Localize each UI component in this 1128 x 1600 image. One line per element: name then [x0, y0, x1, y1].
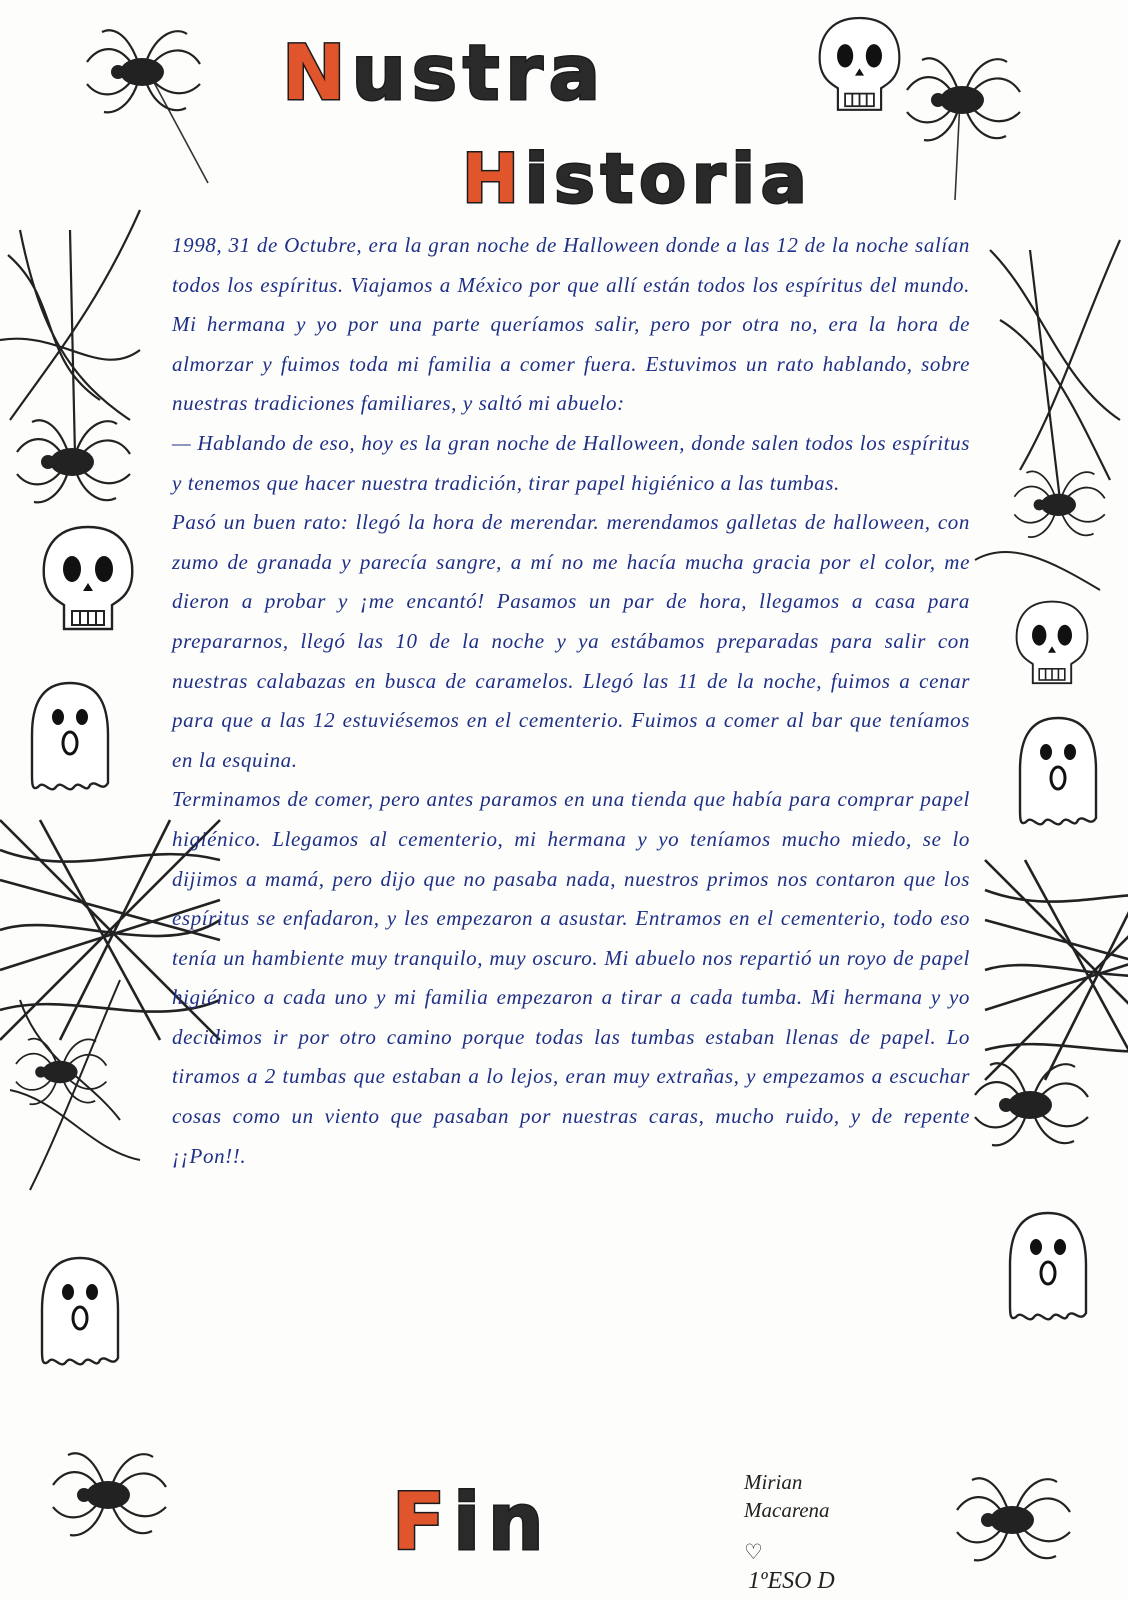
ghost-icon — [32, 683, 108, 789]
ghost-icon — [1010, 1213, 1086, 1319]
title-initial: N — [282, 28, 352, 117]
story-paragraph: Pasó un buen rato: llegó la hora de merendar. merendamos galletas de halloween, con zumo de granada y parecía sangre, a mí no me hacía mucha gracia por el color, me dieron a probar y ¡me encantó! Pasamos un par de hora, llegamos a casa para prepararnos, llegó las 10 de la noche y ya estábamos preparadas para salir con nuestras calabazas en busca de caramelos. Llegó las 11 de la noche, fuimos a cenar para que a las 12 estuviésemos en el cementerio. Fuimos a comer al bar que teníamos en la esquina. — [172, 510, 970, 772]
skull-icon — [44, 527, 132, 629]
spider-icon — [53, 1453, 166, 1535]
spider-web-icon — [990, 240, 1120, 500]
spider-icon — [1014, 471, 1104, 537]
ending-word: in — [453, 1478, 552, 1568]
ghost-icon — [1020, 718, 1096, 824]
ghost-icon — [42, 1258, 118, 1364]
story-paragraph: Terminamos de comer, pero antes paramos en una tienda que había para comprar papel higiénico. Llegamos al cementerio, mi hermana y yo teníamos mucho miedo, se lo dijimos a mamá, pero dijo que no pasaba nada, nuestros primos nos contaron que los espíritus se enfadaron, y les empezaron a asustar. Entramos en el cementerio, todo eso tenía un hambiente muy tranquilo, muy oscuro. Mi abuelo nos repartió un royo de papel higiénico a cada uno y mi familia empezaron a tirar a cada tumba. Mi hermana y yo decidimos ir por otro camino porque todas las tumbas estaban llenas de papel. Lo tiramos a 2 tumbas que estaban a lo lejos, eran muy extrañas, y empezamos a escuchar cosas como un viento que pasaban por nuestras caras, mucho ruido, y de repente ¡¡Pon!!. — [172, 787, 970, 1168]
title-line-1 — [282, 28, 606, 117]
story-paragraph: 1998, 31 de Octubre, era la gran noche de Halloween donde a las 12 de la noche salían todos los espíritus. Viajamos a México por que allí están todos los espíritus del mundo. Mi hermana y yo por una parte queríamos salir, pero por otra no, era la hora de almorzar y fuimos toda mi familia a comer fuera. Estuvimos un rato hablando, sobre nuestras tradiciones familiares, y saltó mi abuelo: — [172, 233, 970, 416]
ending-initial: F — [392, 1478, 454, 1568]
skull-icon — [1017, 602, 1088, 684]
author-name: Macarena — [744, 1498, 830, 1522]
title-word: istoria — [524, 140, 813, 219]
spider-icon — [975, 1063, 1088, 1145]
author-name: Mirian — [744, 1470, 803, 1494]
ending-title — [392, 1478, 552, 1568]
story-paragraph: — Hablando de eso, hoy es la gran noche de Halloween, donde salen todos los espíritus y tenemos que hacer nuestra tradición, tirar papel higiénico a las tumbas. — [172, 430, 970, 495]
spider-icon — [16, 1039, 106, 1105]
story-text — [172, 226, 970, 1476]
spider-web-icon — [985, 860, 1128, 1080]
spider-icon — [957, 1478, 1070, 1560]
spider-web-icon — [0, 210, 140, 455]
skull-icon — [820, 18, 900, 110]
title-initial: H — [462, 140, 525, 219]
heart-icon: ♡ — [744, 1540, 763, 1564]
title-word: ustra — [351, 28, 607, 117]
spider-icon — [907, 58, 1020, 140]
class-group: 1ºESO D — [748, 1568, 835, 1594]
author-signature — [744, 1468, 830, 1566]
title-line-2 — [462, 140, 813, 219]
spider-icon — [87, 30, 200, 112]
